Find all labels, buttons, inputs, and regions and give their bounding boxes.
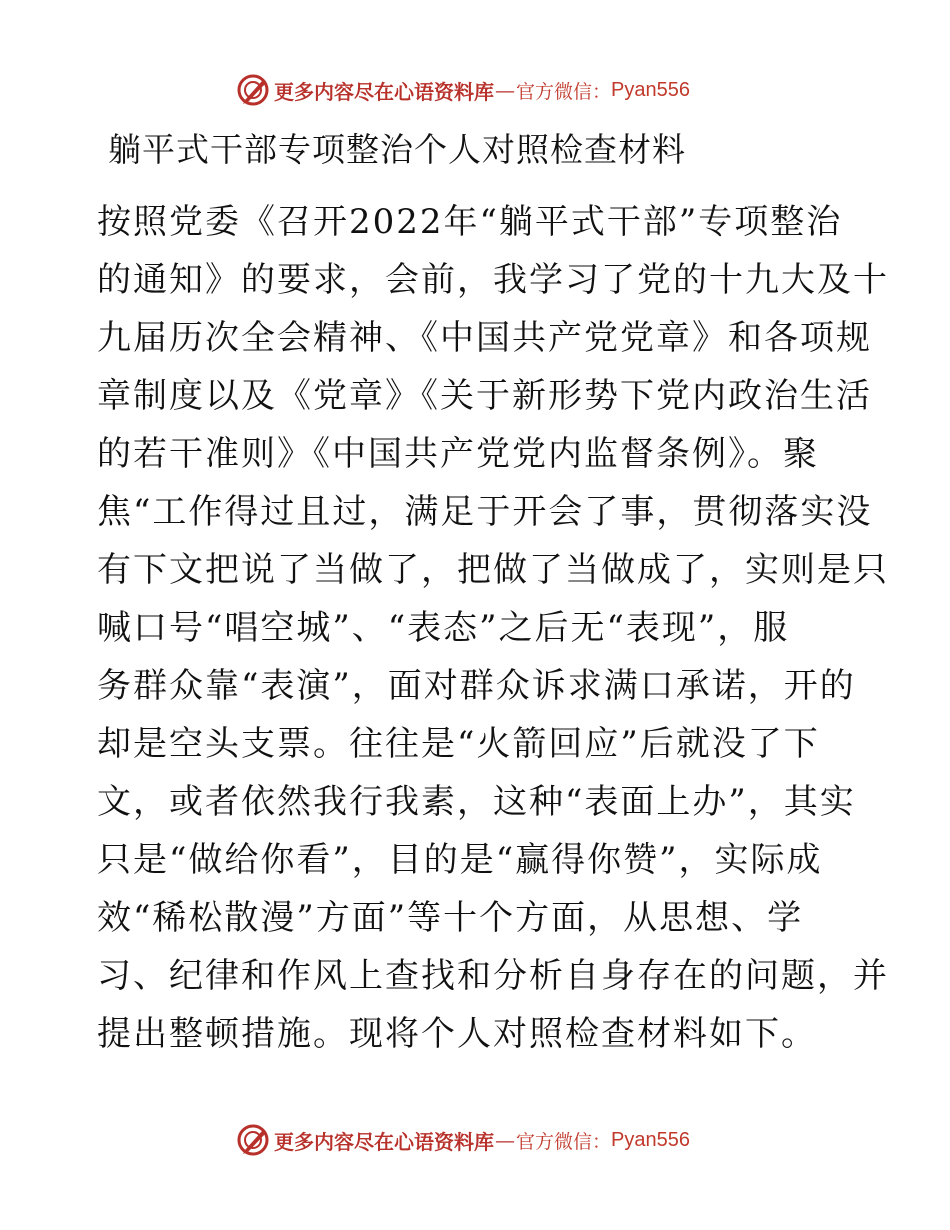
body-text-line: 九届历次全会精神、《中国共产党党章》和各项规 — [97, 318, 872, 358]
document-body — [97, 193, 889, 1063]
watermark-account: Pyan556 — [611, 78, 690, 101]
watermark-slogan: 更多内容尽在心语资料库 — [274, 1129, 494, 1154]
header-watermark — [236, 72, 690, 108]
body-text-line: 章制度以及《党章》《关于新形势下党内政治生活 — [97, 376, 872, 416]
body-text-line: 务群众靠“表演”，面对群众诉求满口承诺，开的 — [97, 666, 856, 706]
body-text-line: 的通知》的要求，会前，我学习了党的十九大及十 — [97, 260, 889, 300]
watermark-official-label: 官方微信： — [516, 80, 612, 103]
pen-logo-icon — [236, 73, 270, 107]
body-text-line: 效“稀松散漫”方面”等十个方面，从思想、学 — [97, 898, 804, 938]
watermark-official-label: 官方微信： — [516, 1130, 612, 1153]
body-text-line: 按照党委《召开2022年“躺平式干部”专项整治 — [97, 202, 843, 242]
pen-logo-icon — [236, 1123, 270, 1157]
body-text-line: 习、纪律和作风上查找和分析自身存在的问题，并 — [97, 956, 889, 996]
body-text-line: 有下文把说了当做了，把做了当做成了，实则是只 — [97, 550, 889, 590]
watermark-slogan: 更多内容尽在心语资料库 — [274, 79, 494, 104]
body-text-line: 只是“做给你看”，目的是“赢得你赞”，实际成 — [97, 840, 823, 880]
body-text-line: 的若干准则》《中国共产党党内监督条例》。聚 — [97, 434, 819, 474]
body-text-line: 焦“工作得过且过，满足于开会了事，贯彻落实没 — [97, 492, 873, 532]
watermark-dash: — — [495, 78, 515, 102]
watermark-account: Pyan556 — [611, 1128, 690, 1151]
body-text-line: 提出整顿措施。现将个人对照检查材料如下。 — [97, 1014, 817, 1054]
watermark-dash: — — [495, 1128, 515, 1152]
body-text-line: 文，或者依然我行我素，这种“表面上办”，其实 — [97, 782, 856, 822]
footer-watermark — [236, 1122, 690, 1158]
body-text-line: 喊口号“唱空城”、“表态”之后无“表现”，服 — [97, 608, 790, 648]
document-title: 躺平式干部专项整治个人对照检查材料 — [108, 130, 686, 169]
body-text-line: 却是空头支票。往往是“火箭回应”后就没了下 — [97, 724, 820, 764]
